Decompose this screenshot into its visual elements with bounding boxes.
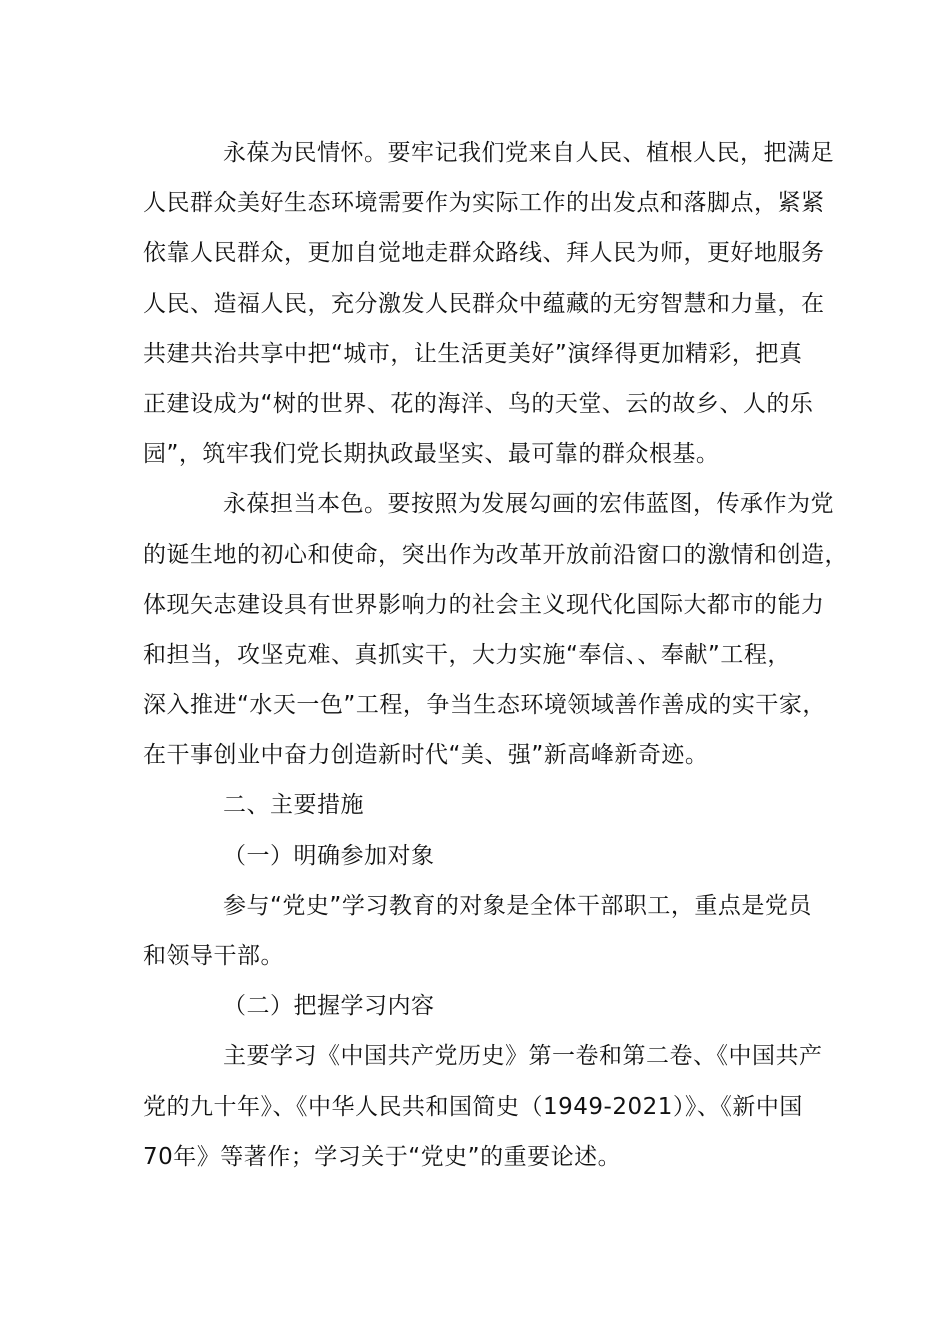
section-heading: 二、主要措施 [223, 792, 364, 819]
paragraph-line: 永葆担当本色。要按照为发展勾画的宏伟蓝图，传承作为党 [223, 491, 834, 518]
paragraph-line: 体现矢志建设具有世界影响力的社会主义现代化国际大都市的能力 [143, 591, 825, 618]
document-body [143, 128, 848, 1182]
paragraph-line: 依靠人民群众，更加自觉地走群众路线、拜人民为师，更好地服务 [143, 240, 825, 267]
paragraph-line: 和担当，攻坚克难、真抓实干，大力实施“奉信、、奉献”工程， [143, 641, 791, 668]
paragraph-line: 永葆为民情怀。要牢记我们党来自人民、植根人民，把满足 [223, 140, 834, 166]
paragraph-line: 人民群众美好生态环境需要作为实际工作的出发点和落脚点，紧紧 [143, 190, 825, 217]
paragraph-line: 正建设成为“树的世界、花的海洋、鸟的天堂、云的故乡、人的乐 [143, 390, 814, 417]
paragraph-line: 在干事创业中奋力创造新时代“美、强”新高峰新奇迹。 [143, 742, 709, 769]
subsection-heading: （一）明确参加对象 [223, 842, 435, 869]
paragraph-line: 人民、造福人民，充分激发人民群众中蕴藏的无穷智慧和力量，在 [143, 290, 825, 317]
subsection-heading: （二）把握学习内容 [223, 993, 435, 1020]
paragraph-line: 70年》等著作；学习关于“党史”的重要论述。 [143, 1143, 622, 1170]
paragraph-line: 党的九十年》、《中华人民共和国简史（1949-2021）》、《新中国 [143, 1093, 803, 1120]
paragraph-line: 参与“党史”学习教育的对象是全体干部职工，重点是党员 [223, 892, 812, 919]
paragraph-line: 和领导干部。 [143, 943, 284, 969]
paragraph-line: 园”，筑牢我们党长期执政最坚实、最可靠的群众根基。 [143, 441, 720, 468]
paragraph-line: 主要学习《中国共产党历史》第一卷和第二卷、《中国共产 [223, 1043, 823, 1070]
paragraph-line: 深入推进“水天一色”工程，争当生态环境领域善作善成的实干家， [143, 692, 826, 719]
paragraph-line: 的诞生地的初心和使命，突出作为改革开放前沿窗口的激情和创造， [143, 541, 848, 568]
paragraph-line: 共建共治共享中把“城市，让生活更美好”演绎得更加精彩，把真 [143, 340, 803, 367]
